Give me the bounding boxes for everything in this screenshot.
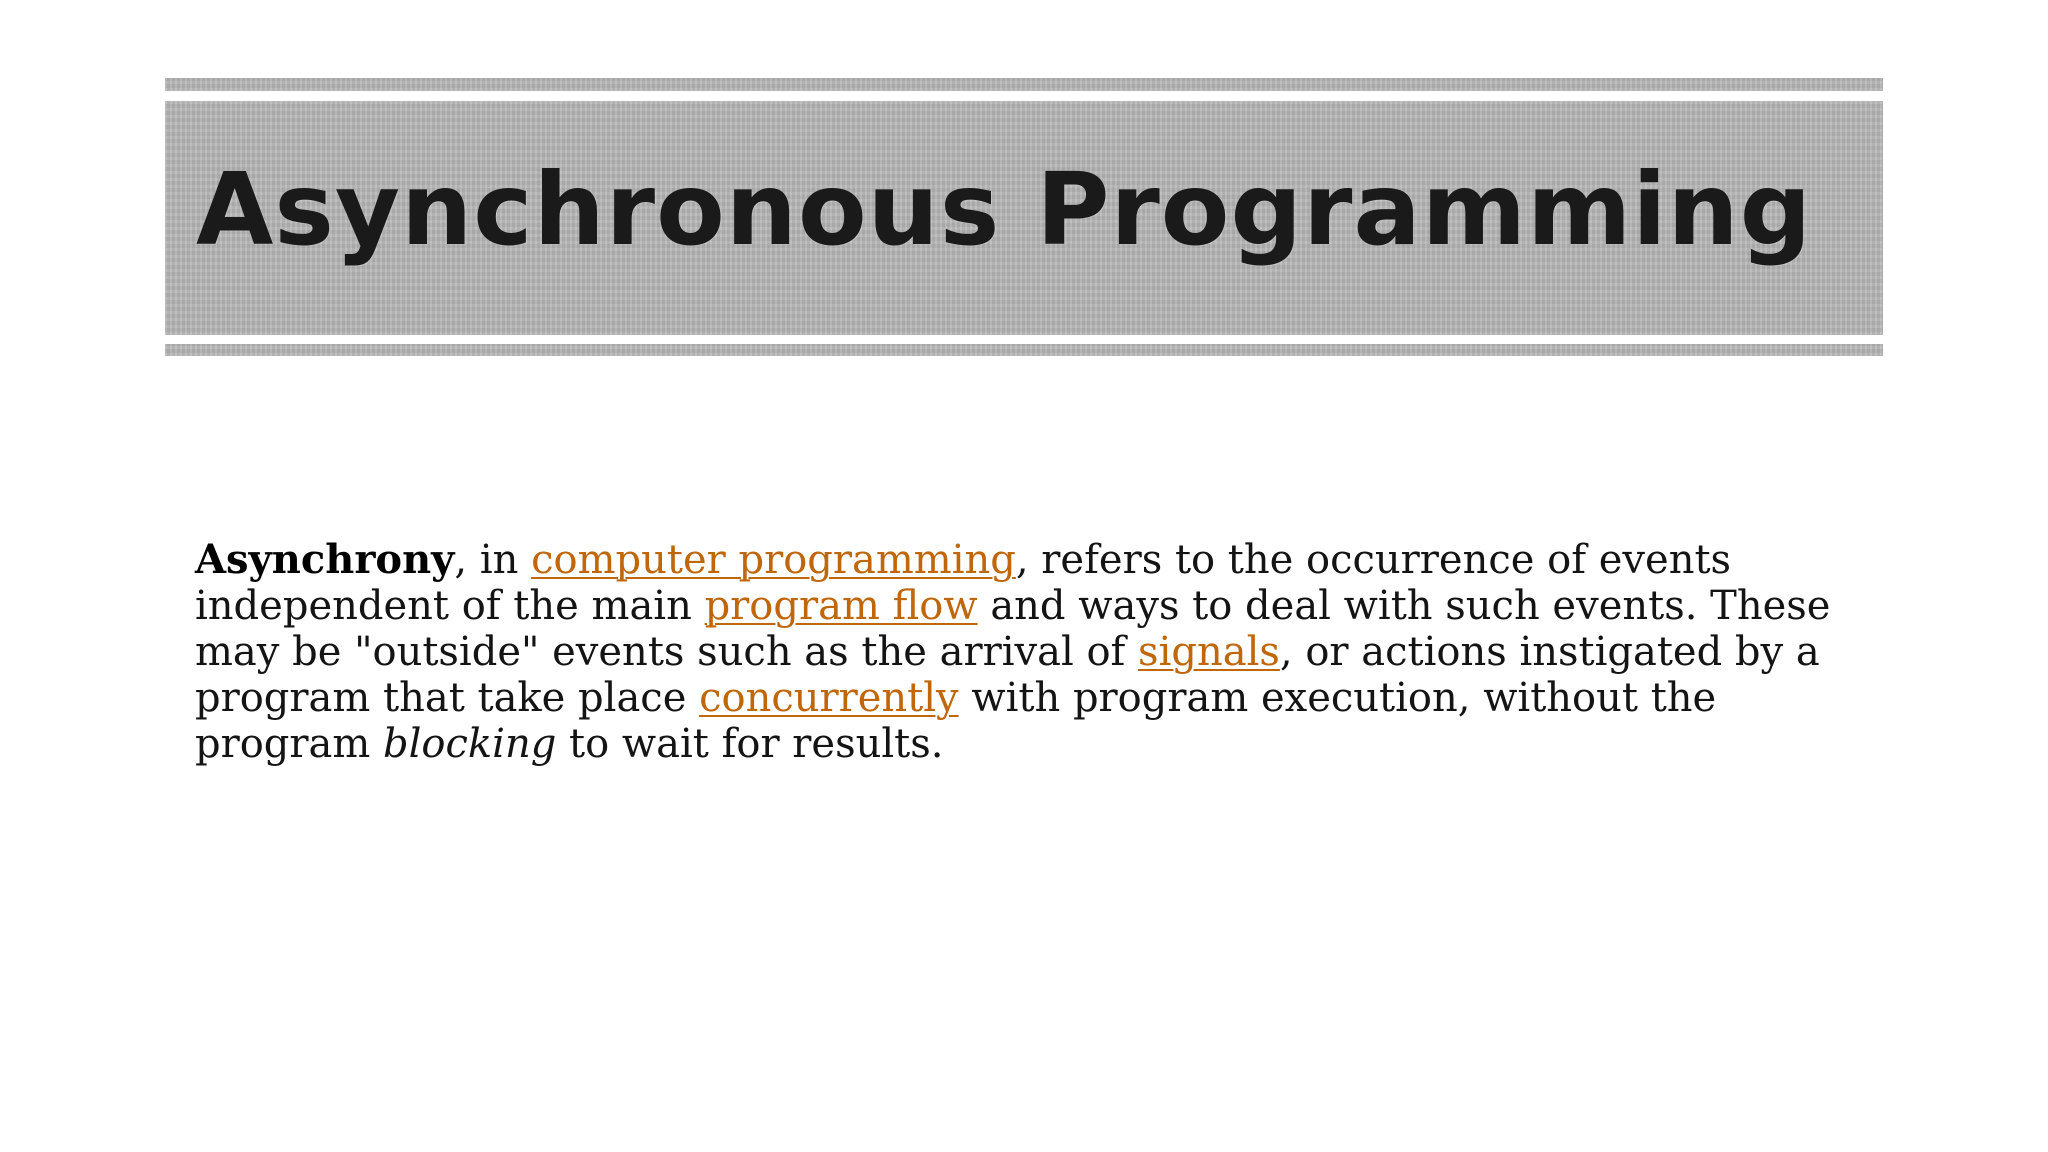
emphasis-blocking: blocking	[383, 721, 557, 767]
slide-title: Asynchronous Programming	[196, 151, 1813, 268]
term-asynchrony: Asynchrony	[195, 536, 455, 583]
link-computer-programming[interactable]: computer programming	[531, 537, 1016, 583]
text-segment: , or actions instigated by a program that take place	[195, 629, 1820, 721]
body-paragraph	[195, 537, 1875, 767]
text-segment: with program execution, without the program	[195, 675, 1717, 767]
link-program-flow[interactable]: program flow	[704, 583, 978, 629]
text-segment: and ways to deal with such events. These may be "outside" events such as the arrival of	[195, 583, 1831, 675]
title-band-top-rule	[165, 78, 1883, 91]
text-segment: , in	[454, 537, 532, 583]
link-concurrently[interactable]: concurrently	[699, 675, 959, 721]
title-band-bottom-rule	[165, 344, 1883, 356]
link-signals[interactable]: signals	[1138, 629, 1280, 675]
text-segment: to wait for results.	[556, 721, 944, 767]
text-segment: , refers to the occurrence of events independent of the main	[195, 537, 1732, 629]
